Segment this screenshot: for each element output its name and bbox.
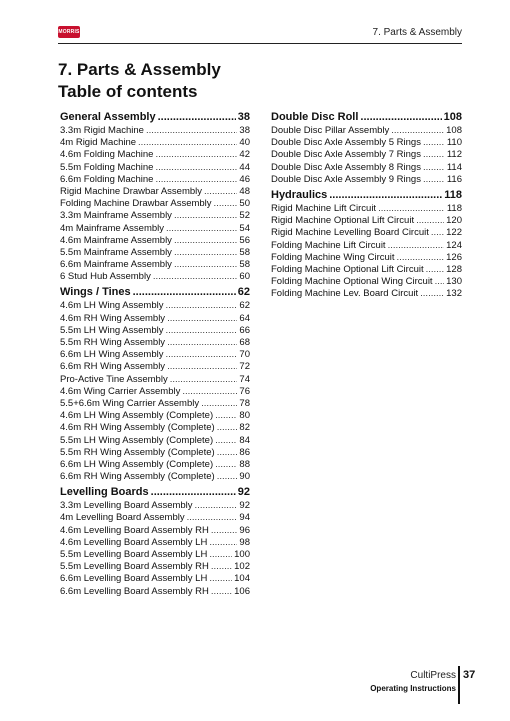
- toc-page-number: 118: [444, 188, 462, 201]
- toc-entry: [271, 162, 462, 174]
- toc-page-number: 132: [446, 288, 462, 300]
- toc-entry: [60, 325, 250, 337]
- dot-leader: [423, 137, 445, 149]
- toc-entry-title: 5.5m LH Wing Assembly (Complete): [60, 434, 214, 446]
- dot-leader: [165, 325, 237, 337]
- footer-divider: [458, 666, 460, 704]
- toc-page-number: 102: [234, 561, 250, 573]
- dot-leader: [201, 398, 237, 410]
- dot-leader: [204, 186, 237, 198]
- toc-entry-title: 5.5m Mainframe Assembly: [60, 246, 172, 258]
- toc-entry-title: 6.6m LH Wing Assembly (Complete): [60, 458, 214, 470]
- toc-entry: [60, 137, 250, 149]
- toc-entry-title: Rigid Machine Optional Lift Circuit: [271, 215, 415, 227]
- toc-entry: [60, 459, 250, 471]
- toc-entry-title: Double Disc Roll: [271, 111, 359, 123]
- dot-leader: [211, 586, 232, 598]
- toc-page-number: 38: [237, 111, 250, 123]
- footer-subtitle: Operating Instructions: [370, 684, 456, 693]
- toc-entry-title: Folding Machine Wing Circuit: [271, 251, 395, 263]
- running-header: 7. Parts & Assembly: [372, 27, 462, 38]
- dot-leader: [167, 361, 237, 373]
- toc-entry: [60, 500, 250, 512]
- toc-entry: [60, 337, 250, 349]
- toc-entry: [60, 300, 250, 312]
- toc-entry-title: 4m Rigid Machine: [60, 137, 137, 149]
- dot-leader: [174, 259, 237, 271]
- toc-title: Table of contents: [58, 82, 198, 101]
- toc-section-heading: [271, 187, 462, 203]
- toc-entry-title: Double Disc Axle Assembly 8 Rings: [271, 161, 421, 173]
- toc-entry-title: 6.6m RH Wing Assembly (Complete): [60, 471, 215, 483]
- toc-entry-title: 5.5m RH Wing Assembly (Complete): [60, 446, 215, 458]
- toc-page-number: 108: [443, 111, 462, 123]
- dot-leader: [187, 512, 238, 524]
- dot-leader: [165, 349, 237, 361]
- dot-leader: [217, 422, 238, 434]
- toc-page-number: 68: [239, 337, 250, 348]
- toc-entry-title: Double Disc Axle Assembly 7 Rings: [271, 149, 421, 161]
- toc-entry-title: General Assembly: [60, 111, 156, 123]
- toc-entry: [60, 223, 250, 235]
- toc-entry: [60, 573, 250, 585]
- dot-leader: [214, 198, 238, 210]
- toc-entry: [271, 264, 462, 276]
- brand-logo: [58, 26, 80, 38]
- toc-entry-title: Rigid Machine Levelling Board Circuit: [271, 227, 429, 239]
- toc-page-number: 96: [239, 524, 250, 536]
- toc-page-number: 122: [446, 227, 462, 239]
- dot-leader: [174, 210, 237, 222]
- toc-page-number: 116: [446, 173, 462, 185]
- page-number: 37: [463, 669, 476, 681]
- toc-entry: [60, 361, 250, 373]
- toc-page-number: 62: [239, 300, 250, 312]
- toc-entry-title: Hydraulics: [271, 188, 328, 201]
- dot-leader: [165, 300, 237, 312]
- dot-leader: [153, 271, 238, 283]
- toc-page-number: 88: [239, 458, 250, 470]
- dot-leader: [155, 149, 237, 161]
- footer-brand: CultiPress: [410, 670, 456, 681]
- dot-leader: [167, 313, 237, 325]
- dot-leader: [133, 284, 236, 300]
- toc-entry: [60, 271, 250, 283]
- toc-page-number: 106: [234, 585, 250, 597]
- toc-page-number: 46: [239, 173, 250, 185]
- toc-entry-title: Double Disc Pillar Assembly: [271, 125, 390, 136]
- toc-section-heading: [271, 109, 462, 125]
- toc-page-number: 98: [239, 536, 250, 548]
- dot-leader: [215, 459, 237, 471]
- chapter-title: 7. Parts & Assembly: [58, 60, 221, 79]
- toc-page-number: 50: [239, 198, 250, 210]
- toc-entry: [60, 374, 250, 386]
- toc-section-heading: [60, 284, 250, 300]
- dot-leader: [174, 247, 237, 259]
- toc-section-heading: [60, 109, 250, 125]
- toc-page-number: 128: [446, 263, 462, 275]
- toc-page-number: 72: [239, 361, 250, 373]
- toc-page-number: 58: [239, 246, 250, 258]
- toc-entry-title: 5.5+6.6m Wing Carrier Assembly: [60, 397, 200, 409]
- toc-entry-title: 6 Stud Hub Assembly: [60, 271, 151, 283]
- toc-page-number: 78: [239, 397, 250, 409]
- toc-entry-title: Levelling Boards: [60, 486, 149, 499]
- toc-entry: [271, 203, 462, 215]
- toc-entry-title: Double Disc Axle Assembly 9 Rings: [271, 173, 421, 185]
- toc-left-column: [60, 108, 250, 598]
- toc-entry-title: Double Disc Axle Assembly 5 Rings: [271, 137, 421, 149]
- toc-entry-title: Folding Machine Lev. Board Circuit: [271, 288, 419, 300]
- toc-page-number: 42: [239, 149, 250, 161]
- toc-entry: [60, 512, 250, 524]
- header-divider: [58, 43, 462, 44]
- dot-leader: [426, 264, 445, 276]
- toc-page-number: 74: [239, 373, 250, 385]
- dot-leader: [217, 447, 238, 459]
- dot-leader: [167, 337, 237, 349]
- dot-leader: [209, 549, 232, 561]
- dot-leader: [211, 525, 238, 537]
- toc-entry: [60, 198, 250, 210]
- toc-page-number: 94: [239, 512, 250, 524]
- dot-leader: [391, 125, 444, 137]
- toc-entry: [271, 227, 462, 239]
- toc-entry-title: 3.3m Rigid Machine: [60, 125, 144, 136]
- toc-entry-title: 5.5m RH Wing Assembly: [60, 337, 166, 348]
- toc-entry-title: 6.6m Mainframe Assembly: [60, 259, 172, 271]
- dot-leader: [416, 215, 444, 227]
- toc-entry-title: 6.6m Levelling Board Assembly LH: [60, 573, 208, 585]
- toc-page-number: 52: [239, 210, 250, 222]
- toc-entry-title: 5.5m Levelling Board Assembly LH: [60, 549, 208, 560]
- toc-page-number: 120: [446, 215, 462, 227]
- dot-leader: [423, 162, 445, 174]
- toc-entry: [271, 125, 462, 137]
- toc-entry-title: 5.5m Levelling Board Assembly RH: [60, 561, 209, 573]
- toc-entry-title: Folding Machine Optional Lift Circuit: [271, 263, 424, 275]
- toc-entry: [60, 435, 250, 447]
- toc-entry: [271, 215, 462, 227]
- toc-page-number: 92: [237, 486, 250, 499]
- dot-leader: [211, 561, 232, 573]
- toc-entry-title: Pro-Active Tine Assembly: [60, 373, 168, 385]
- toc-page-number: 92: [239, 500, 250, 512]
- toc-entry: [60, 349, 250, 361]
- dot-leader: [182, 386, 237, 398]
- toc-page-number: 62: [237, 286, 250, 299]
- toc-entry: [60, 561, 250, 573]
- toc-entry: [60, 313, 250, 325]
- toc-entry-title: 3.3m Mainframe Assembly: [60, 210, 172, 222]
- toc-entry-title: Folding Machine Optional Wing Circuit: [271, 276, 433, 288]
- toc-page-number: 80: [239, 410, 250, 422]
- toc-page-number: 66: [239, 324, 250, 336]
- toc-entry: [271, 149, 462, 161]
- dot-leader: [209, 537, 237, 549]
- toc-entry: [60, 174, 250, 186]
- dot-leader: [423, 149, 445, 161]
- toc-entry-title: 5.5m LH Wing Assembly: [60, 324, 164, 336]
- toc-entry-title: Folding Machine Drawbar Assembly: [60, 198, 212, 210]
- toc-entry-title: 4.6m RH Wing Assembly: [60, 312, 166, 324]
- dot-leader: [217, 471, 238, 483]
- toc-entry-title: 4m Mainframe Assembly: [60, 222, 165, 234]
- toc-entry-title: 6.6m LH Wing Assembly: [60, 349, 164, 361]
- dot-leader: [138, 137, 237, 149]
- dot-leader: [431, 227, 444, 239]
- dot-leader: [151, 484, 236, 500]
- dot-leader: [166, 223, 237, 235]
- toc-page-number: 70: [239, 349, 250, 361]
- toc-entry: [271, 137, 462, 149]
- toc-entry: [60, 186, 250, 198]
- toc-page-number: 64: [239, 312, 250, 324]
- toc-entry: [60, 259, 250, 271]
- dot-leader: [388, 240, 445, 252]
- dot-leader: [195, 500, 238, 512]
- toc-entry: [271, 240, 462, 252]
- dot-leader: [209, 573, 232, 585]
- toc-entry: [60, 586, 250, 598]
- toc-entry-title: 6.6m Folding Machine: [60, 173, 154, 185]
- toc-entry-title: 4.6m LH Wing Assembly: [60, 300, 164, 312]
- toc-right-column: [271, 108, 462, 300]
- toc-entry-title: 6.6m RH Wing Assembly: [60, 361, 166, 373]
- dot-leader: [170, 374, 238, 386]
- toc-entry-title: 5.5m Folding Machine: [60, 161, 154, 173]
- toc-entry-title: 4.6m Wing Carrier Assembly: [60, 385, 181, 397]
- toc-page-number: 58: [239, 259, 250, 271]
- toc-page-number: 48: [239, 185, 250, 197]
- dot-leader: [155, 162, 237, 174]
- dot-leader: [174, 235, 237, 247]
- toc-entry-title: Rigid Machine Drawbar Assembly: [60, 185, 203, 197]
- toc-entry: [60, 471, 250, 483]
- toc-entry-title: Folding Machine Lift Circuit: [271, 239, 386, 251]
- toc-page-number: 124: [446, 239, 462, 251]
- toc-entry: [271, 288, 462, 300]
- toc-entry-title: Rigid Machine Lift Circuit: [271, 202, 377, 214]
- toc-entry-title: 3.3m Levelling Board Assembly: [60, 500, 193, 512]
- dot-leader: [378, 203, 445, 215]
- toc-entry-title: 4.6m Mainframe Assembly: [60, 234, 172, 246]
- toc-entry: [60, 537, 250, 549]
- toc-entry-title: 4m Levelling Board Assembly: [60, 512, 185, 524]
- dot-leader: [155, 174, 237, 186]
- dot-leader: [423, 174, 445, 186]
- toc-entry: [60, 410, 250, 422]
- toc-entry-title: 4.6m Levelling Board Assembly RH: [60, 524, 209, 536]
- toc-page-number: 130: [446, 276, 462, 288]
- toc-page-number: 44: [239, 161, 250, 173]
- dot-leader: [329, 187, 442, 203]
- toc-entry-title: 4.6m Levelling Board Assembly LH: [60, 536, 208, 548]
- toc-page-number: 112: [446, 149, 462, 161]
- toc-entry: [60, 162, 250, 174]
- toc-entry: [271, 174, 462, 186]
- toc-entry-title: Wings / Tines: [60, 286, 131, 299]
- toc-entry: [60, 386, 250, 398]
- dot-leader: [215, 435, 237, 447]
- toc-page-number: 118: [446, 202, 462, 214]
- dot-leader: [215, 410, 237, 422]
- toc-entry: [60, 549, 250, 561]
- toc-entry: [60, 149, 250, 161]
- toc-entry: [60, 235, 250, 247]
- toc-page-number: 126: [446, 251, 462, 263]
- toc-page-number: 86: [239, 446, 250, 458]
- toc-page-number: 90: [239, 471, 250, 483]
- toc-page-number: 84: [239, 434, 250, 446]
- dot-leader: [420, 288, 444, 300]
- dot-leader: [360, 109, 441, 125]
- toc-entry-title: 4.6m RH Wing Assembly (Complete): [60, 422, 215, 434]
- dot-leader: [435, 276, 445, 288]
- toc-page-number: 82: [239, 422, 250, 434]
- toc-entry: [60, 210, 250, 222]
- toc-entry: [60, 422, 250, 434]
- toc-entry: [271, 252, 462, 264]
- toc-entry: [60, 398, 250, 410]
- toc-page-number: 114: [446, 161, 462, 173]
- dot-leader: [146, 125, 237, 137]
- dot-leader: [397, 252, 445, 264]
- toc-page-number: 54: [239, 222, 250, 234]
- dot-leader: [158, 109, 236, 125]
- toc-entry-title: 6.6m Levelling Board Assembly RH: [60, 585, 209, 597]
- toc-entry: [271, 276, 462, 288]
- toc-page-number: 100: [234, 549, 250, 560]
- toc-page-number: 38: [239, 125, 250, 136]
- toc-page-number: 104: [234, 573, 250, 585]
- toc-entry-title: 4.6m LH Wing Assembly (Complete): [60, 410, 214, 422]
- toc-entry: [60, 125, 250, 137]
- toc-page-number: 56: [239, 234, 250, 246]
- toc-entry: [60, 525, 250, 537]
- toc-page-number: 60: [239, 271, 250, 283]
- toc-entry-title: 4.6m Folding Machine: [60, 149, 154, 161]
- toc-entry: [60, 447, 250, 459]
- toc-section-heading: [60, 484, 250, 500]
- toc-page-number: 108: [446, 125, 462, 136]
- toc-entry: [60, 247, 250, 259]
- toc-page-number: 76: [239, 385, 250, 397]
- toc-page-number: 40: [239, 137, 250, 149]
- brand-logo-text: MORRIS: [58, 29, 80, 35]
- toc-page-number: 110: [446, 137, 462, 149]
